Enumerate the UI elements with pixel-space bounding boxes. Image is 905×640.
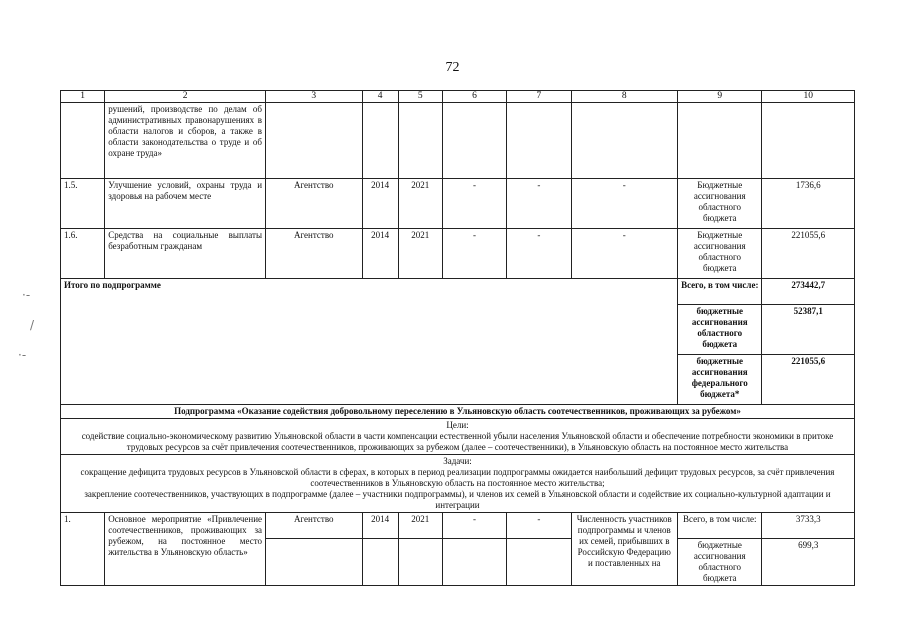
tasks-text: сокращение дефицита трудовых ресурсов в Ульяновской области в сферах, в которых в период реализации подпрограммы ожидается наибольший дефицит трудовых ресурсов, за счёт привлечения соотечественников в Ульяновскую область на постоянное место жительства; [80,466,835,488]
subprogram-title-row [61,405,855,419]
table-row [61,512,855,538]
total-label: Итого по подпрограмме [61,279,678,405]
row-number: 1.5. [61,179,105,229]
start-year: 2014 [362,512,398,538]
dash-cell: - [571,229,678,279]
continued-text: рушений, производстве по делам об административных правонарушениях в области налогов и сборов, а также в области законодательства о труде и об охране труда» [105,103,266,179]
total-amount: 273442,7 [762,279,855,305]
col-header: 2 [105,91,266,103]
end-year: 2021 [398,512,442,538]
column-header-row [61,91,855,103]
tasks-row [61,454,855,512]
amount: 221055,6 [762,229,855,279]
funding-source: Бюджетные ассигнования областного бюджета [678,229,762,279]
goals-row [61,418,855,454]
dash-cell: - [507,179,571,229]
amount: 1736,6 [762,179,855,229]
funding-source: Всего, в том числе: [678,512,762,538]
subprogram-title: Подпрограмма «Оказание содействия добровольному переселению в Ульяновскую область соотечественников, проживающих за рубежом» [61,405,855,419]
end-year: 2021 [398,229,442,279]
dash-cell: - [571,179,678,229]
scan-mark: ·- [22,288,31,302]
total-amount: 221055,6 [762,355,855,405]
col-header: 4 [362,91,398,103]
measure-name: Средства на социальные выплаты безработным гражданам [105,229,266,279]
executor: Агентство [266,179,362,229]
dash-cell: - [507,229,571,279]
total-row [61,279,855,305]
tasks-text: закрепление соотечественников, участвующих в подпрограмме (далее – участники подпрограммы), и членов их семей в Ульяновской области и содействие их социально-культурной адаптации и интеграции [84,488,831,510]
start-year: 2014 [362,229,398,279]
col-header: 6 [442,91,506,103]
amount: 699,3 [762,538,855,585]
scan-mark: / [30,318,35,332]
budget-table [60,90,855,586]
end-year: 2021 [398,179,442,229]
dash-cell: - [442,229,506,279]
goals-text: содействие социально-экономическому развитию Ульяновской области в части компенсации естественной убыли населения Ульяновской области и обеспечение потребности экономики в притоке трудовых ресурсов за счёт привлечения соотечественников, проживающих за рубежом (далее – соотечественники), в Ульяновскую область на постоянное место жительства [81,430,834,452]
col-header: 5 [398,91,442,103]
dash-cell: - [442,512,506,538]
table-row [61,229,855,279]
scan-mark: ·- [18,348,27,362]
funding-source: бюджетные ассигнования областного бюджета [678,538,762,585]
row-number: 1. [61,512,105,585]
executor: Агентство [266,229,362,279]
col-header: 7 [507,91,571,103]
tasks-label: Задачи: [443,455,472,466]
col-header: 9 [678,91,762,103]
indicator: Численность участников подпрограммы и членов их семей, прибывших в Российскую Федерацию и поставленных на [571,512,678,585]
page-number: 72 [445,60,460,75]
table-row [61,103,855,179]
total-source: бюджетные ассигнования федерального бюджета* [678,355,762,405]
goals-label: Цели: [446,419,469,430]
dash-cell: - [507,512,571,538]
row-number: 1.6. [61,229,105,279]
total-source: бюджетные ассигнования областного бюджета [678,305,762,355]
dash-cell: - [442,179,506,229]
funding-source: Бюджетные ассигнования областного бюджета [678,179,762,229]
col-header: 10 [762,91,855,103]
amount: 3733,3 [762,512,855,538]
start-year: 2014 [362,179,398,229]
measure-name: Улучшение условий, охраны труда и здоровья на рабочем месте [105,179,266,229]
total-source: Всего, в том числе: [678,279,762,305]
table-row [61,179,855,229]
executor: Агентство [266,512,362,538]
col-header: 3 [266,91,362,103]
col-header: 1 [61,91,105,103]
col-header: 8 [571,91,678,103]
total-amount: 52387,1 [762,305,855,355]
measure-name: Основное мероприятие «Привлечение соотечественников, проживающих за рубежом, на постоянное место жительства в Ульяновскую область» [105,512,266,585]
